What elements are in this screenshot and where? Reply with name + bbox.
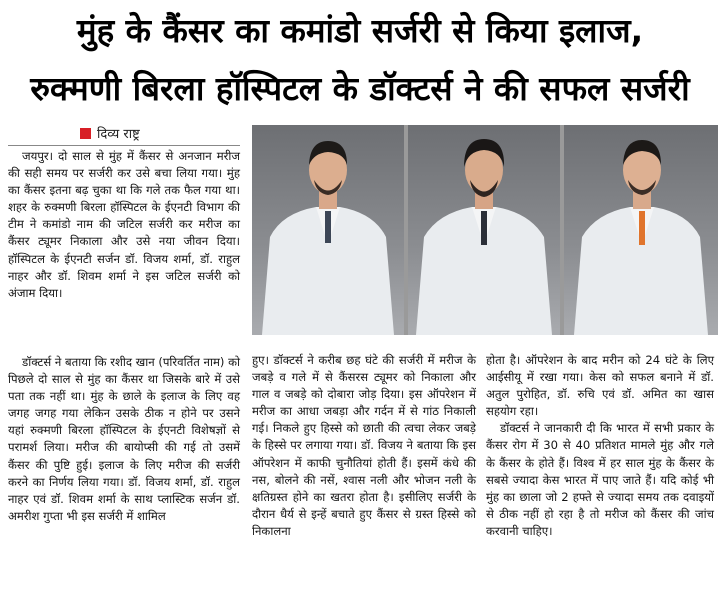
doctor-photo-1 <box>252 125 404 335</box>
tie-2 <box>481 211 487 245</box>
article-paragraph-5: डॉक्टर्स ने जानकारी दी कि भारत में सभी प्रकार के कैंसर रोग में 30 से 40 प्रतिशत मामले मुंह और गले के कैंसर के होते हैं। विश्व में हर साल मुंह के कैंसर के सबसे ज्यादा केस भारत में पाए जाते हैं। यदि कोई भी मुंह का छाला जो 2 हफ्ते से ज्यादा समय तक दवाइयों से ठीक नहीं हो रहा है तो मरीज को कैंसर की जांच करवानी चाहिए। <box>486 421 714 538</box>
article-paragraph-2: डॉक्टर्स ने बताया कि रशीद खान (परिवर्तित नाम) को पिछले दो साल से मुंह का कैंसर था जिसके बारे में उसे पता तक नहीं था। मुंह के छाले के इलाज के लिए वह जगह जगह गया लेकिन उसके ठीक न होने पर उसने यहां रुक्मणी बिरला हॉस्पिटल के ईएनटी विशेषज्ञों से परामर्श लिया। मरीज की बायोप्सी की गई तो उसमें कैंसर की पुष्टि हुई। इलाज के लिए मरीज की सर्जरी करने का निर्णय लिया गया। डॉ. विजय शर्मा, डॉ. राहुल नाहर एवं डॉ. शिवम शर्मा के साथ प्लास्टिक सर्जन डॉ. अमरीश गुप्ता भी इस सर्जरी में शामिल <box>8 355 241 523</box>
article-paragraph-3: हुए। डॉक्टर्स ने करीब छह घंटे की सर्जरी में मरीज के जबड़े व गले में से कैंसरस ट्यूमर को निकाला और गाल व जबड़े को दोबारा जोड़ दिया। इस ऑपरेशन में मरीज का आधा जबड़ा और गर्दन में से गांठ निकाली गई। निकले हुए हिस्से को छाती की त्वचा लेकर जबड़े के हिस्से पर लगाया गया। डॉ. विजय ने बताया कि इस ऑपरेशन में काफी चुनौतियां होती हैं। इसमें कंधे की नस, बोलने की नसें, श्वास नली और भोजन नली के क्षतिग्रस्त होने का खतरा होता है। इसीलिए सर्जरी के दौरान धैर्य से इन्हें बचाते हुए कैंसर से ग्रस्त हिस्से को निकालना <box>252 353 476 538</box>
article-paragraph-1: जयपुर। दो साल से मुंह में कैंसर से अनजान मरीज की सही समय पर सर्जरी कर उसे बचा लिया गया। मुंह का कैंसर इतना बढ़ चुका था कि गले तक फैल गया था। शहर के रुक्मणी बिरला हॉस्पिटल के ईएनटी विभाग की टीम ने कमांडो नाम की जटिल सर्जरी कर मरीज का कैंसर ट्यूमर निकाला और उसे नया जीवन दिया। हॉस्पिटल के ईएनटी सर्जन डॉ. विजय शर्मा, डॉ. राहुल नाहर और डॉ. शिवम शर्मा ने इस जटिल सर्जरी को अंजाम दिया। <box>8 149 240 300</box>
red-square-icon <box>80 128 91 139</box>
doctors-photo-strip <box>252 125 718 335</box>
article-column-1 <box>8 148 240 302</box>
doctor-portrait-1 <box>252 125 404 335</box>
headline-line-1: मुंह के कैंसर का कमांडो सर्जरी से किया इलाज, <box>76 11 644 50</box>
article-column-3 <box>486 352 714 540</box>
headline-line-2: रुक्मणी बिरला हॉस्पिटल के डॉक्टर्स ने की सफल सर्जरी <box>30 69 690 108</box>
doctor-photo-2 <box>408 125 560 335</box>
article-column-2 <box>252 352 476 540</box>
article-paragraph-4: होता है। ऑपरेशन के बाद मरीन को 24 घंटे के लिए आईसीयू में रखा गया। केस को सफल बनाने में डॉ. अतुल पुरोहित, डॉ. रुचि एवं डॉ. अमित का खास सहयोग रहा। <box>486 353 714 419</box>
doctor-portrait-3 <box>564 125 718 335</box>
tie-1 <box>325 211 331 243</box>
source-name: दिव्य राष्ट्र <box>97 127 140 142</box>
doctor-photo-3 <box>564 125 718 335</box>
column-rule <box>8 145 240 146</box>
source-credit <box>80 124 140 142</box>
tie-3 <box>639 211 645 245</box>
article-column-1-continued <box>8 354 240 525</box>
doctor-portrait-2 <box>408 125 560 335</box>
